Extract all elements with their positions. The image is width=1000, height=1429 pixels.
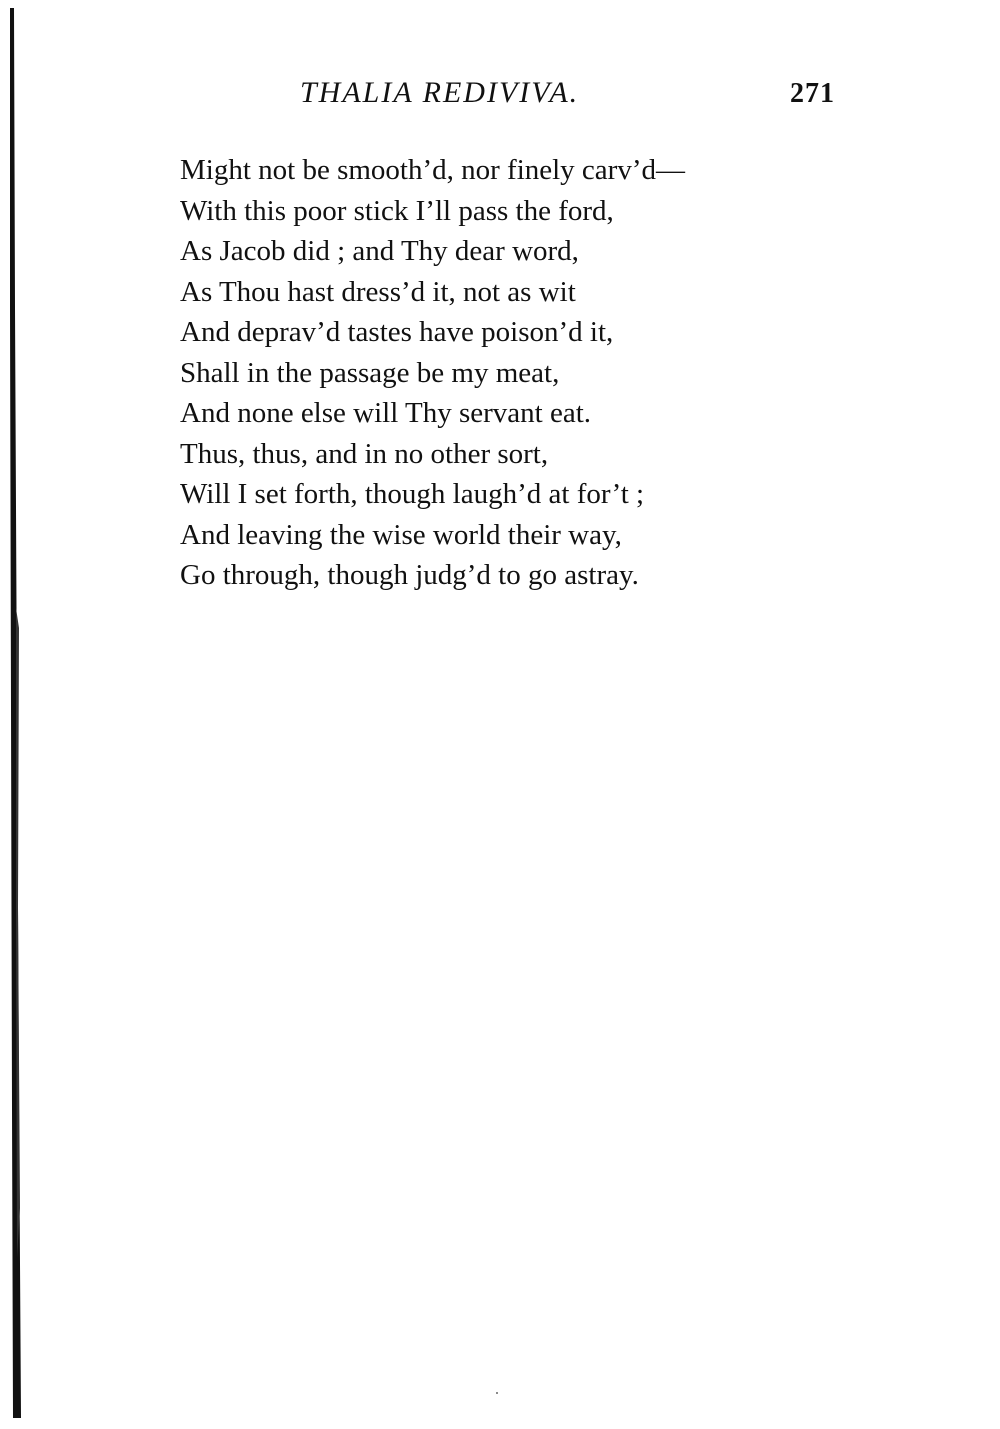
verse-line: Thus, thus, and in no other sort, <box>180 437 549 470</box>
verse-line: Might not be smooth’d, nor finely carv’d— <box>180 154 685 186</box>
verse-line: And deprav’d tastes have poison’d it, <box>180 316 614 348</box>
verse-line: With this poor stick I’ll pass the ford, <box>180 194 614 227</box>
running-head <box>0 70 1000 120</box>
verse-line: As Jacob did ; and Thy dear word, <box>180 235 579 267</box>
verse-line: Go through, though judg’d to go astray. <box>180 559 639 591</box>
verse-line: Will I set forth, though laugh’d at for’t ; <box>180 478 645 510</box>
poem-verse <box>180 150 880 596</box>
verse-line: Shall in the passage be my meat, <box>180 356 560 389</box>
verse-line: And none else will Thy servant eat. <box>180 397 591 429</box>
running-title: THALIA REDIVIVA. <box>300 76 580 109</box>
verse-line: And leaving the wise world their way, <box>180 518 622 551</box>
binding-edge <box>8 8 22 1418</box>
verse-line: As Thou hast dress’d it, not as wit <box>180 275 576 308</box>
page-number: 271 <box>790 78 835 109</box>
scan-speck <box>496 1392 498 1394</box>
